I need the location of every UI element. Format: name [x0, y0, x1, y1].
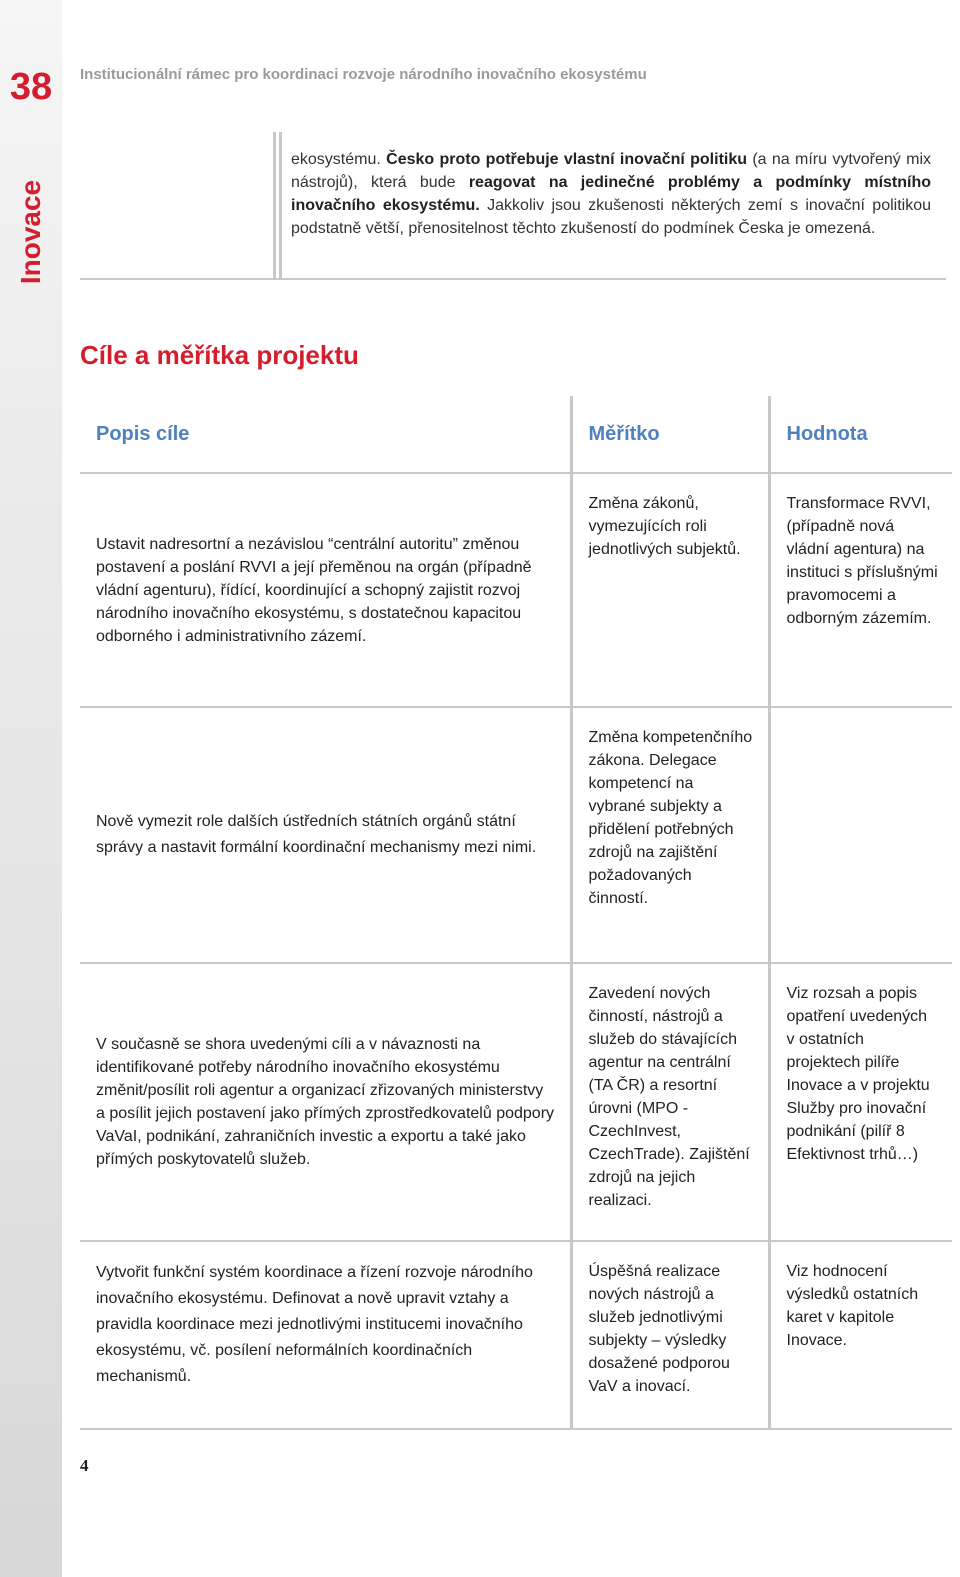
footer-page-number: 4 — [80, 1456, 89, 1475]
chapter-label: Inovace — [15, 179, 46, 285]
intro-text: (a na míru vytvořený mix nástrojů), která bude — [291, 151, 931, 191]
header-value: Hodnota — [769, 396, 952, 473]
table-row — [80, 707, 952, 963]
intro-paragraph — [291, 148, 931, 240]
value-cell: Transformace RVVI, (případně nová vládní agentura) na instituci s příslušnými pravomocemi a odborným zázemím. — [769, 473, 952, 707]
goal-cell: V současně se shora uvedenými cíli a v návaznosti na identifikované potřeby národního inovačního ekosystému změnit/posílit roli agentur a organizací zřizovaných ministerstvy a posílit jejich postavení jako přímých zprostředkovatelů podpory VaVaI, podnikání, zahraničních investic a exportu a také jako přímých poskytovatelů služeb. — [80, 963, 571, 1241]
measure-cell: Změna kompetenčního zákona. Delegace kompetencí na vybrané subjekty a přidělení potřebných zdrojů na zajištění požadovaných činností. — [571, 707, 769, 963]
table-header-row — [80, 396, 952, 473]
intro-text: ekosystému. — [291, 151, 387, 168]
value-cell — [769, 707, 952, 963]
value-cell: Viz rozsah a popis opatření uvedených v ostatních projektech pilíře Inovace a v projektu Služby pro inovační podnikání (pilíř 8 Efektivnost trhů…) — [769, 963, 952, 1241]
header-goal: Popis cíle — [80, 396, 571, 473]
running-header: Institucionální rámec pro koordinaci rozvoje národního inovačního ekosystému — [80, 66, 647, 83]
table-row — [80, 963, 952, 1241]
goal-cell: Ustavit nadresortní a nezávislou “centrální autoritu” změnou postavení a poslání RVVI a její přeměnou na orgán (případně vládní agenturu), řídící, koordinující a schopný zajistit rozvoj národního inovačního ekosystému, s dostatečnou kapacitou odborného i administrativního zázemí. — [80, 473, 571, 707]
box-rule — [279, 132, 282, 278]
header-measure: Měřítko — [571, 396, 769, 473]
box-rule — [273, 132, 276, 278]
goal-cell: Vytvořit funkční systém koordinace a řízení rozvoje národního inovačního ekosystému. Definovat a nově upravit vztahy a pravidla koordinace mezi jednotlivými institucemi inovačního ekosystému, vč. posílení neformálních koordinačních mechanismů. — [80, 1241, 571, 1429]
table-row — [80, 1241, 952, 1429]
measure-cell: Úspěšná realizace nových nástrojů a služeb jednotlivými subjekty – výsledky dosažené podporou VaV a inovací. — [571, 1241, 769, 1429]
value-cell: Viz hodnocení výsledků ostatních karet v kapitole Inovace. — [769, 1241, 952, 1429]
intro-bold: Česko proto potřebuje vlastní inovační politiku — [386, 151, 748, 168]
intro-box — [80, 132, 946, 280]
measure-cell: Změna zákonů, vymezujících roli jednotlivých subjektů. — [571, 473, 769, 707]
sidebar — [0, 0, 62, 1577]
table-row — [80, 473, 952, 707]
intro-bold: reagovat na jedinečné problémy a podmínky místního inovačního ekosystému. — [291, 174, 932, 214]
intro-text: Jakkoliv jsou zkušenosti některých zemí s inovační politikou podstatně větší, přenositelnost těchto zkušeností do podmínek Česka je omezená. — [291, 197, 932, 237]
section-title: Cíle a měřítka projektu — [80, 340, 359, 370]
goal-cell: Nově vymezit role dalších ústředních státních orgánů státní správy a nastavit formální koordinační mechanismy mezi nimi. — [80, 707, 571, 963]
page-number: 38 — [9, 66, 53, 108]
goals-table — [80, 396, 952, 1430]
measure-cell: Zavedení nových činností, nástrojů a služeb do stávajících agentur na centrální (TA ČR) a resortní úrovni (MPO - CzechInvest, CzechTrade). Zajištění zdrojů na jejich realizaci. — [571, 963, 769, 1241]
